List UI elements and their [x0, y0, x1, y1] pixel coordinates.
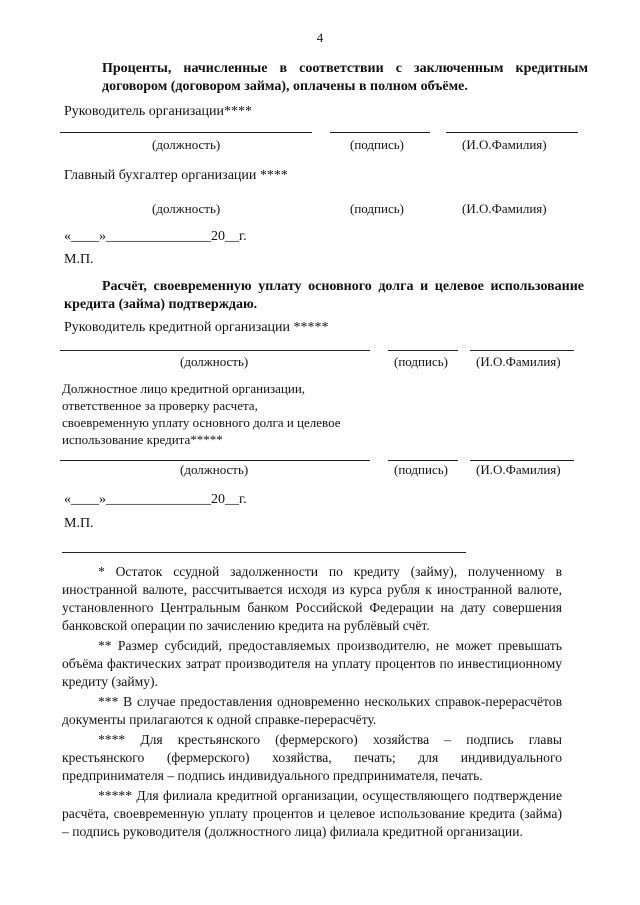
- date-line: «____»_______________20__г.: [64, 229, 247, 244]
- bank-official-signature-line: [388, 460, 458, 461]
- bank-official-position-line: [60, 460, 370, 461]
- bank-official-label: [62, 380, 341, 448]
- position-caption: (должность): [180, 354, 249, 369]
- footnote: *** В случае предоставления одновременно нескольких справок-перерасчётов документы прилагаются к одной справке-перерасчёту.: [62, 694, 562, 727]
- page-number: 4: [316, 30, 324, 45]
- bank-statement: Расчёт, своевременную уплату основного долга и целевое использование кредита (займа) подтверждаю.: [64, 279, 584, 312]
- bank-head-name-line: [470, 350, 574, 351]
- position-caption: (должность): [152, 201, 221, 216]
- signature-caption: (подпись): [350, 201, 404, 216]
- name-caption: (И.О.Фамилия): [462, 137, 547, 152]
- bank-head-signature-line: [388, 350, 458, 351]
- signature-caption: (подпись): [394, 354, 448, 369]
- bank-official-label-line: Должностное лицо кредитной организации,: [62, 381, 306, 396]
- org-head-label: Руководитель организации****: [64, 104, 252, 119]
- bank-head-label: Руководитель кредитной организации *****: [64, 320, 329, 335]
- footnote: **** Для крестьянского (фермерского) хозяйства – подпись главы крестьянского (фермерского) хозяйства, печать; для индивидуального предпринимателя – подпись индивидуального предпринимателя, печать.: [62, 732, 562, 783]
- interest-statement: Проценты, начисленные в соответствии с заключенным кредитным договором (договором займа), оплачены в полном объёме.: [102, 61, 588, 94]
- name-caption: (И.О.Фамилия): [462, 201, 547, 216]
- bank-official-label-line: своевременную уплату основного долга и целевое: [62, 415, 341, 430]
- stamp-label: М.П.: [64, 252, 94, 267]
- chief-accountant-label: Главный бухгалтер организации ****: [64, 168, 288, 183]
- name-caption: (И.О.Фамилия): [476, 354, 561, 369]
- stamp-label: М.П.: [64, 516, 94, 531]
- org-head-signature-line: [330, 132, 430, 133]
- bank-head-position-line: [60, 350, 370, 351]
- name-caption: (И.О.Фамилия): [476, 462, 561, 477]
- signature-caption: (подпись): [350, 137, 404, 152]
- org-head-position-line: [60, 132, 312, 133]
- bank-official-label-line: использование кредита*****: [62, 432, 223, 447]
- footnote: ***** Для филиала кредитной организации, осуществляющего подтверждение расчёта, своевременную уплату процентов и целевое использование кредита (займа) – подпись руководителя (должностного лица) филиала кредитной организации.: [62, 788, 562, 839]
- footnote-separator: [62, 552, 466, 553]
- signature-caption: (подпись): [394, 462, 448, 477]
- org-head-name-line: [446, 132, 578, 133]
- position-caption: (должность): [152, 137, 221, 152]
- footnote: ** Размер субсидий, предоставляемых производителю, не может превышать объёма фактических затрат производителя на уплату процентов по инвестиционному кредиту (займу).: [62, 638, 562, 689]
- bank-official-label-line: ответственное за проверку расчета,: [62, 398, 258, 413]
- bank-official-name-line: [470, 460, 574, 461]
- footnote: * Остаток ссудной задолженности по кредиту (займу), полученному в иностранной валюте, рассчитывается исходя из курса рубля к иностранной валюте, установленного Центральным банком Российской Федерации на дату совершения банковской операции по зачислению кредита на рублёвый счёт.: [62, 564, 562, 633]
- date-line: «____»_______________20__г.: [64, 492, 247, 507]
- position-caption: (должность): [180, 462, 249, 477]
